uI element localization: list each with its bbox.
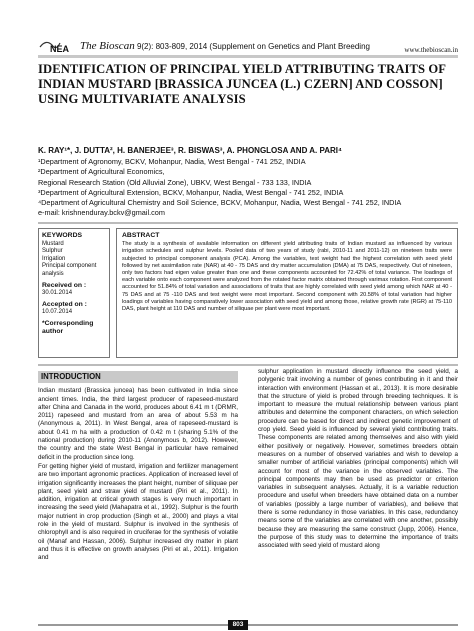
- introduction-heading: INTRODUCTION: [38, 371, 238, 383]
- email-link[interactable]: e-mail: krishnenduray.bckv@gmail.com: [38, 208, 165, 218]
- affiliation-line: ³Department of Agricultural Extension, BCKV, Mohanpur, Nadia, West Bengal - 741 252, INDIA: [38, 187, 344, 197]
- keyword-item: Sulphur: [42, 248, 63, 254]
- abstract-heading: ABSTRACT: [122, 232, 160, 239]
- journal-header: [0, 0, 474, 56]
- section-divider: [38, 364, 458, 366]
- page-number: 803: [228, 620, 248, 630]
- affiliation-line: ⁴Department of Agricultural Chemistry and Soil Science, BCKV, Mohanpur, Nadia, West Bengal - 741 252, INDIA: [38, 198, 402, 208]
- accepted-label: Accepted on :: [42, 301, 87, 308]
- right-column: [258, 368, 458, 618]
- footer-divider: [38, 624, 458, 626]
- journal-name: The Bioscan: [80, 40, 135, 52]
- abstract-box: [116, 228, 458, 358]
- body-paragraph: For getting higher yield of mustard, irrigation and fertilizer management are two important agronomic practices. Application of increased level of irrigation significantly increases the plant height, number of siliquae per plant, seed yield and straw yield of mustard (Piri et al., 2011). In addition, irrigation at critical growth stages is very much important in increasing the seed yield (Mahapatra et al., 1992). Sulphur is the fourth major nutrient in crop production (Singh et al., 2000) and plays a vital role in the yield of mustard. Sulphur is involved in the synthesis of chlorophyll and is also required in cruciferae for the synthesis of volatile oil (Manaf and Hassan, 2006). Sulphur increased dry matter in plant and thus it is effective on growth analyses (Piri et al., 2011). Irrigation and: [38, 462, 238, 562]
- header-divider: [38, 55, 458, 58]
- affiliation-line: ¹Department of Agronomy, BCKV, Mohanpur, Nadia, West Bengal - 741 252, INDIA: [38, 157, 306, 166]
- body-paragraph: Indian mustard (Brassica juncea) has been cultivated in India since ancient times. India, the third largest producer of rapeseed-mustard after China and Canada in the world, produces about 6.41 m t (DRMR, 2011) rapeseed and mustard from an area of about 5.53 m ha (Anonymous a, 2011). In West Bengal, area of rapeseed-mustard is about 0.41 m ha with a production of 0.42 m t (sharing 5.1% of the national production) during 2010-11 (Anonymous b, 2012). However, the country and the state West Bengal in particular have remained deficit in the production since long.: [38, 387, 238, 461]
- accepted-date: 10.07.2014: [42, 308, 73, 315]
- author-list: K. RAY¹*, J. DUTTA², H. BANERJEE³, R. BISWAS³, A. PHONGLOSA AND A. PARI⁴: [38, 146, 342, 155]
- affiliation-list: [38, 157, 458, 219]
- svg-text:NEA: NEA: [50, 44, 70, 54]
- journal-logo-icon: [38, 37, 78, 57]
- section-divider: [38, 222, 458, 224]
- journal-website[interactable]: www.thebioscan.in: [404, 46, 458, 54]
- affiliation-line: Regional Research Station (Old Alluvial Zone), UBKV, West Bengal - 733 133, INDIA: [38, 177, 312, 187]
- affiliation-line: ²Department of Agricultural Economics,: [38, 167, 165, 177]
- corresponding-author-note: *Corresponding author: [42, 320, 94, 335]
- citation-text: 9(2): 803-809, 2014 (Supplement on Genetics and Plant Breeding: [136, 42, 370, 51]
- keyword-item: Irrigation: [42, 255, 66, 262]
- abstract-text: The study is a synthesis of available information on different yield attributing traits of Indian mustard as influenced by various irrigation schedules and sulphur levels. Pooled data of two years of study (rabi, 2010-11 and 2011-12) on nineteen traits were subjected to principal component analysis (PCA). Among the variables, test weight had the highest correlation with seed yield followed by net assimilation rate (NAR) at 40 - 75 DAS and dry matter accumulation (DMA) at 75 DAS, respectively. Out of nineteen, only two factors had eigen value greater than one and these components accounted for 72.42% of total variance. The loadings of each variable onto each component were analyzed from the rotated factor matrix obtained through varimax rotation. First component accounted for 51.84% of total variation and associations of traits that are highly correlated with seed yield among which NAR at 40 - 75 DAS and at 75 -110 DAS and test weight were most important. Second component with 20.58% of total variation had higher loadings of variables having comparatively lower association with seed yield and among those, relative growth rate (RGR) at 75-110 DAS, plant height at 110 DAS and number of siliquae per plant were most important.: [122, 241, 452, 313]
- keywords-heading: KEYWORDS: [42, 232, 83, 239]
- journal-citation: [80, 40, 370, 52]
- paper-title: IDENTIFICATION OF PRINCIPAL YIELD ATTRIBUTING TRAITS OF INDIAN MUSTARD [BRASSICA JUNCEA (L.) CZERN] AND COSSON] USING MULTIVARIATE ANALYSIS: [38, 62, 446, 106]
- left-column: [38, 371, 238, 621]
- keyword-item: Principal component analysis: [42, 263, 97, 277]
- keyword-item: Mustard: [42, 240, 64, 247]
- received-label: Received on :: [42, 282, 87, 289]
- keywords-box: [38, 228, 110, 358]
- body-paragraph: sulphur application in mustard directly influence the seed yield, a polygenic trait involving a number of genes contributing in it and their interaction with environment (Hassan et al., 2013). It is more desirable that the structure of yield is probed through breeding techniques. It is important to measure the mutual relationship between various plant attributes and determine the component characters, on which selection procedure can be based for direct and indirect genetic improvement of crop yield. Seed yield is influenced by several yield contributing traits. These components are related among themselves and also with yield either positively or negatively. However, sometimes breeders obtain measures on a number of observed variables and wish to develop a smaller number of artificial variables (principal components) which will account for most of the variance in the observed variables. The principal components may then be used as predictor or criterion variables in subsequent analyses. Actually, it is a variable reduction procedure and useful when breeders have obtained data on a number of variables (possibly a large number of variables), and believe that there is some redundancy in those variables. In this case, redundancy means some of the variables are correlated with one another, possibly because they are measuring the same construct (Jupp, 2006). Hence, the purpose of this study was to determine the importance of traits associated with seed yield of mustard along: [258, 368, 458, 550]
- received-date: 30.01.2014: [42, 289, 73, 296]
